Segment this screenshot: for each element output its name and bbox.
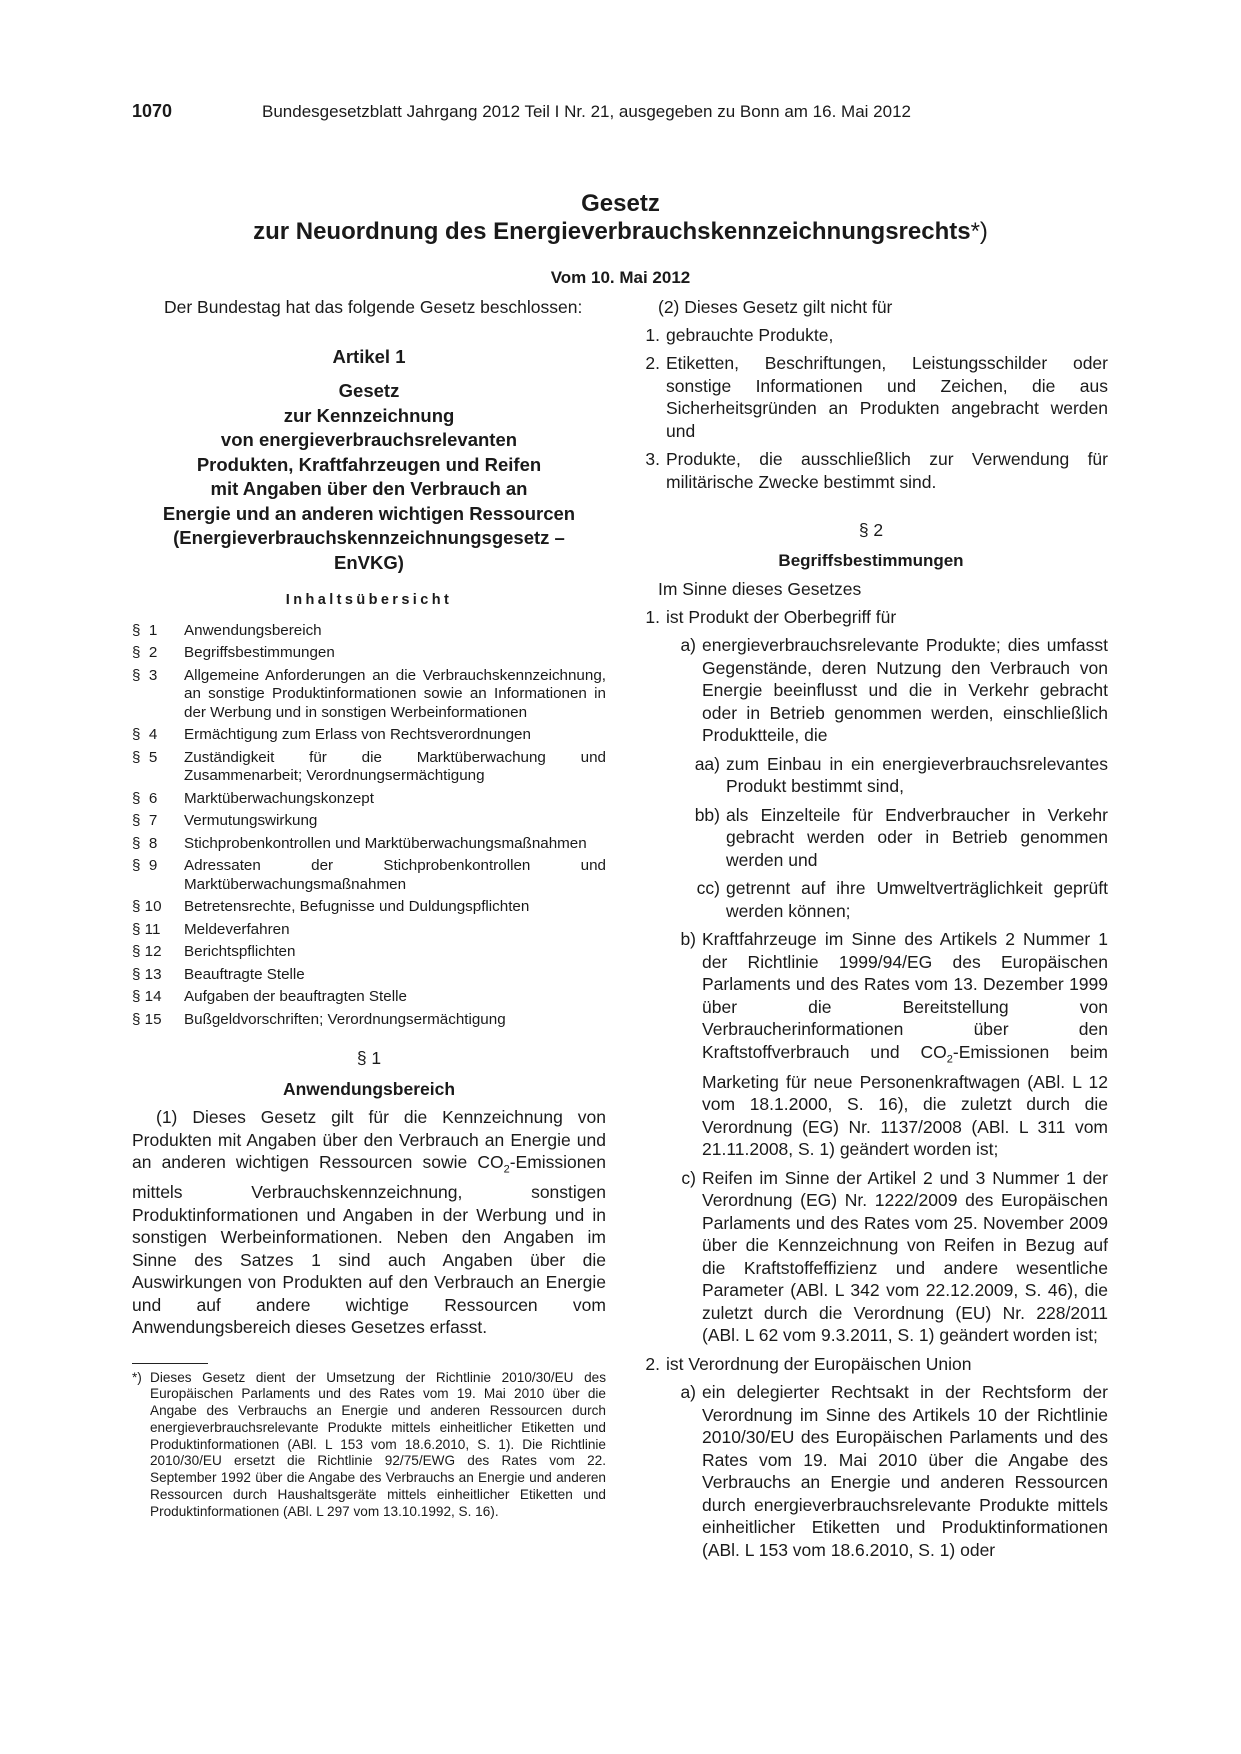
item-text: Produkte, die ausschließlich zur Verwendung für militärische Zwecke bestimmt sind. [666,449,1108,492]
toc-entry[interactable] [132,966,606,985]
law-title-part: Produkten, Kraftfahrzeugen und Reifen [196,453,542,475]
toc-entry[interactable] [132,988,606,1007]
section-2-number: § 2 [858,520,884,540]
toc-text: Adressaten der Stichprobenkontrollen und Marktüberwachungsmaßnahmen [184,857,606,893]
list-item [634,324,1108,347]
law-title-part: mit Angaben über den Verbrauch an [210,478,528,499]
toc-entry[interactable] [132,898,606,917]
toc-text: Stichprobenkontrollen und Marktüberwachungsmaßnahmen [184,834,587,852]
toc-text: Berichtspflichten [184,943,296,960]
item-label: c) [681,1167,696,1188]
toc-entry[interactable] [132,644,606,663]
toc-entry[interactable] [132,857,606,894]
toc-text: Anwendungsbereich [184,621,322,639]
item-label: 2. [645,1353,660,1374]
section-1-number: § 1 [356,1048,382,1068]
toc-text: Zuständigkeit für die Marktüberwachung und Zusammenarbeit; Verordnungsermächtigung [184,748,606,784]
toc-entry[interactable] [132,835,606,854]
toc-entry[interactable] [132,622,606,641]
article-heading: Artikel 1 [332,345,406,367]
item-text: Reifen im Sinne der Artikel 2 und 3 Nummer 1 der Verordnung (EG) Nr. 1222/2009 des Europäischen Parlaments und des Rates vom 25. November 2009 über die Kennzeichnung von Reifen in Bezug auf die Kraftstoffeffizienz und andere wesentliche Parameter (ABl. L 342 vom 22.12.2009, S. 46), die zuletzt durch die Verordnung (EU) Nr. 228/2011 (ABl. L 62 vom 9.3.2011, S. 1) geändert worden ist; [702,1167,1108,1345]
item-label: aa) [694,753,720,774]
definition-item [634,606,1108,629]
section-2-title: Begriffsbestimmungen [778,550,964,570]
toc-number: § 5 [132,748,158,766]
law-title-part: von energieverbrauchsrelevanten [220,429,518,450]
item-text: getrennt auf ihre Umweltverträglichkeit geprüft werden können; [726,878,1108,921]
law-title-part: Gesetz [338,380,400,401]
item-label: 1. [645,324,660,345]
toc-text: Begriffsbestimmungen [184,644,335,661]
subscript: 2 [503,1163,510,1176]
item-text: Etiketten, Beschriftungen, Leistungsschilder oder sonstige Informationen und Zeichen, die aus Sicherheitsgründen an Produkten angebracht werden und [666,353,1108,441]
item-label: cc) [696,878,720,898]
toc-entry[interactable] [132,943,606,962]
item-label: 3. [645,449,660,469]
toc-number: § 13 [132,965,162,983]
toc-entry[interactable] [132,921,606,940]
toc-number: § 15 [132,1010,162,1028]
item-label: bb) [694,804,720,825]
law-date: Vom 10. Mai 2012 [550,268,691,287]
running-header: Bundesgesetzblatt Jahrgang 2012 Teil I Nr. 21, ausgegeben zu Bonn am 16. Mai 2012 [262,102,911,121]
list-item [634,448,1108,493]
toc-text: Beauftragte Stelle [184,965,305,983]
subscript: 2 [946,1053,953,1065]
footnote-mark: *) [132,1369,142,1385]
item-text: zum Einbau in ein energieverbrauchsrelevantes Produkt bestimmt sind, [726,753,1108,796]
law-title-part: EnVKG) [334,551,404,573]
law-title-line1: Gesetz [581,190,660,217]
toc-text: Marktüberwachungskonzept [184,789,374,807]
item-text: ein delegierter Rechtsakt in der Rechtsform der Verordnung im Sinne des Artikels 10 der Richtlinie 2010/30/EU des Europäischen Parlaments und des Rates vom 19. Mai 2010 über die Angabe des Verbrauchs an Energie und anderen Ressourcen durch energieverbrauchsrelevante Produkte mittels einheitlicher Etiketten und Produktinformationen (ABl. L 153 vom 18.6.2010, S. 1) oder [702,1382,1108,1560]
law-title-part: (Energieverbrauchskennzeichnungsgesetz – [173,527,565,548]
item-label: a) [680,1382,696,1402]
definition-subitem [634,1381,1108,1561]
item-text: als Einzelteile für Endverbraucher in Verkehr gebracht werden oder in Betrieb genommen werden und [726,804,1108,870]
item-text [702,928,1108,1161]
toc-entry[interactable] [132,749,606,786]
section-1-paragraph-2-intro: (2) Dieses Gesetz gilt nicht für [658,297,893,317]
law-title-part: zur Kennzeichnung [283,404,455,426]
toc-text: Vermutungswirkung [184,812,318,829]
section-2-intro: Im Sinne dieses Gesetzes [658,579,862,599]
item-label: 1. [645,606,660,627]
item-label: b) [680,929,696,949]
footnote-ref[interactable]: *) [970,218,988,245]
toc-number: § 6 [132,789,158,807]
law-title-line2 [0,218,1241,246]
toc-heading: Inhaltsübersicht [285,592,453,608]
toc-entry[interactable] [132,1011,606,1030]
toc-text: Aufgaben der beauftragten Stelle [184,988,407,1005]
page-number: 1070 [132,101,173,121]
footnote-rule [132,1363,208,1364]
table-of-contents [132,622,606,1030]
toc-number: § 2 [132,644,158,661]
toc-text: Ermächtigung zum Erlass von Rechtsverordnungen [184,726,531,743]
section-1-paragraph-1 [132,1106,606,1339]
definition-subsubitem [634,753,1108,798]
text-part: -Emissionen beim Marketing für neue Personenkraftwagen (ABl. L 12 vom 18.1.2000, S. 16), die zuletzt durch die Verordnung (EG) Nr. 1137/2008 (ABl. L 311 vom 21.11.2008, S. 1) geändert worden ist; [702,1041,1108,1159]
toc-number: § 9 [132,857,158,874]
toc-number: § 3 [132,666,158,684]
toc-text: Betretensrechte, Befugnisse und Duldungspflichten [184,898,530,915]
text-part: Kraftfahrzeuge im Sinne des Artikels 2 Nummer 1 der Richtlinie 1999/94/EG des Europäischen Parlaments und des Rates vom 13. Dezember 1999 über die Bereitstellung von Verbraucherinformationen über den Kraftstoffverbrauch und CO [702,929,1108,1062]
definition-subsubitem [634,877,1108,922]
toc-number: § 14 [132,988,162,1005]
enactment-clause: Der Bundestag hat das folgende Gesetz beschlossen: [164,297,583,317]
toc-number: § 12 [132,943,162,960]
toc-number: § 11 [132,920,161,938]
toc-number: § 10 [132,898,162,915]
footnote [132,1370,606,1521]
item-text: energieverbrauchsrelevante Produkte; dies umfasst Gegenstände, deren Nutzung den Verbrauch von Energie beeinflusst und die in Verkehr gebracht oder in Betrieb genommen werden, einschließlich Produktteile, die [702,635,1108,745]
definition-subsubitem [634,804,1108,872]
toc-number: § 7 [132,812,158,829]
law-title-part: Energie und an anderen wichtigen Ressourcen [162,502,576,524]
toc-text: Meldeverfahren [184,920,290,938]
toc-number: § 8 [132,834,158,852]
law-title-text: zur Neuordnung des Energieverbrauchskennzeichnungsrechts [253,218,971,245]
definition-subitem [634,1167,1108,1347]
toc-entry[interactable] [132,812,606,831]
list-item [634,352,1108,442]
right-column [634,296,1108,1567]
item-text: ist Verordnung der Europäischen Union [666,1353,972,1374]
section-1-title: Anwendungsbereich [282,1078,456,1099]
paragraph-text: -Emissionen mittels Verbrauchskennzeichnung, sonstigen Produktinformationen und Angaben in der Werbung und in sonstigen Werbeinformationen. Neben den Angaben im Sinne des Satzes 1 sind auch Angaben über die Auswirkungen von Produkten auf den Verbrauch an Energie und auf andere wichtige Ressourcen vom Anwendungsbereich dieses Gesetzes erfasst. [132,1152,606,1337]
toc-text: Bußgeldvorschriften; Verordnungsermächtigung [184,1010,506,1028]
toc-entry[interactable] [132,790,606,809]
item-label: a) [680,635,696,655]
toc-text: Allgemeine Anforderungen an die Verbrauchskennzeichnung, an sonstige Produktinformationen sowie an Informationen in der Werbung und in sonstigen Werbeinformationen [184,666,606,721]
footnote-text: Dieses Gesetz dient der Umsetzung der Richtlinie 2010/30/EU des Europäischen Parlaments und des Rates vom 19. Mai 2010 über die Angabe des Verbrauchs an Energie und anderen Ressourcen durch energieverbrauchsrelevante Produkte mittels einheitlicher Etiketten und Produktinformationen (ABl. L 153 vom 18.6.2010, S. 1). Die Richtlinie 2010/30/EU ersetzt die Richtlinie 92/75/EWG des Rates vom 22. September 1992 über die Angabe des Verbrauchs an Energie und anderen Ressourcen durch Haushaltsgeräte mittels einheitlicher Etiketten und Produktinformationen (ABl. L 297 vom 13.10.1992, S. 16). [150,1369,606,1519]
definition-subitem [634,928,1108,1161]
toc-entry[interactable] [132,726,606,745]
toc-number: § 4 [132,726,158,743]
item-text: ist Produkt der Oberbegriff für [666,606,897,627]
toc-entry[interactable] [132,667,606,723]
article-law-title [132,379,606,575]
left-column [132,296,606,1521]
item-text: gebrauchte Produkte, [666,324,834,345]
item-label: 2. [645,353,660,373]
definition-subitem [634,634,1108,747]
toc-number: § 1 [132,621,158,639]
paragraph-text: (1) Dieses Gesetz gilt für die Kennzeichnung von Produkten mit Angaben über den Verbrauch an Energie und an anderen wichtigen Ressourcen sowie CO [132,1107,606,1172]
definition-item [634,1353,1108,1376]
